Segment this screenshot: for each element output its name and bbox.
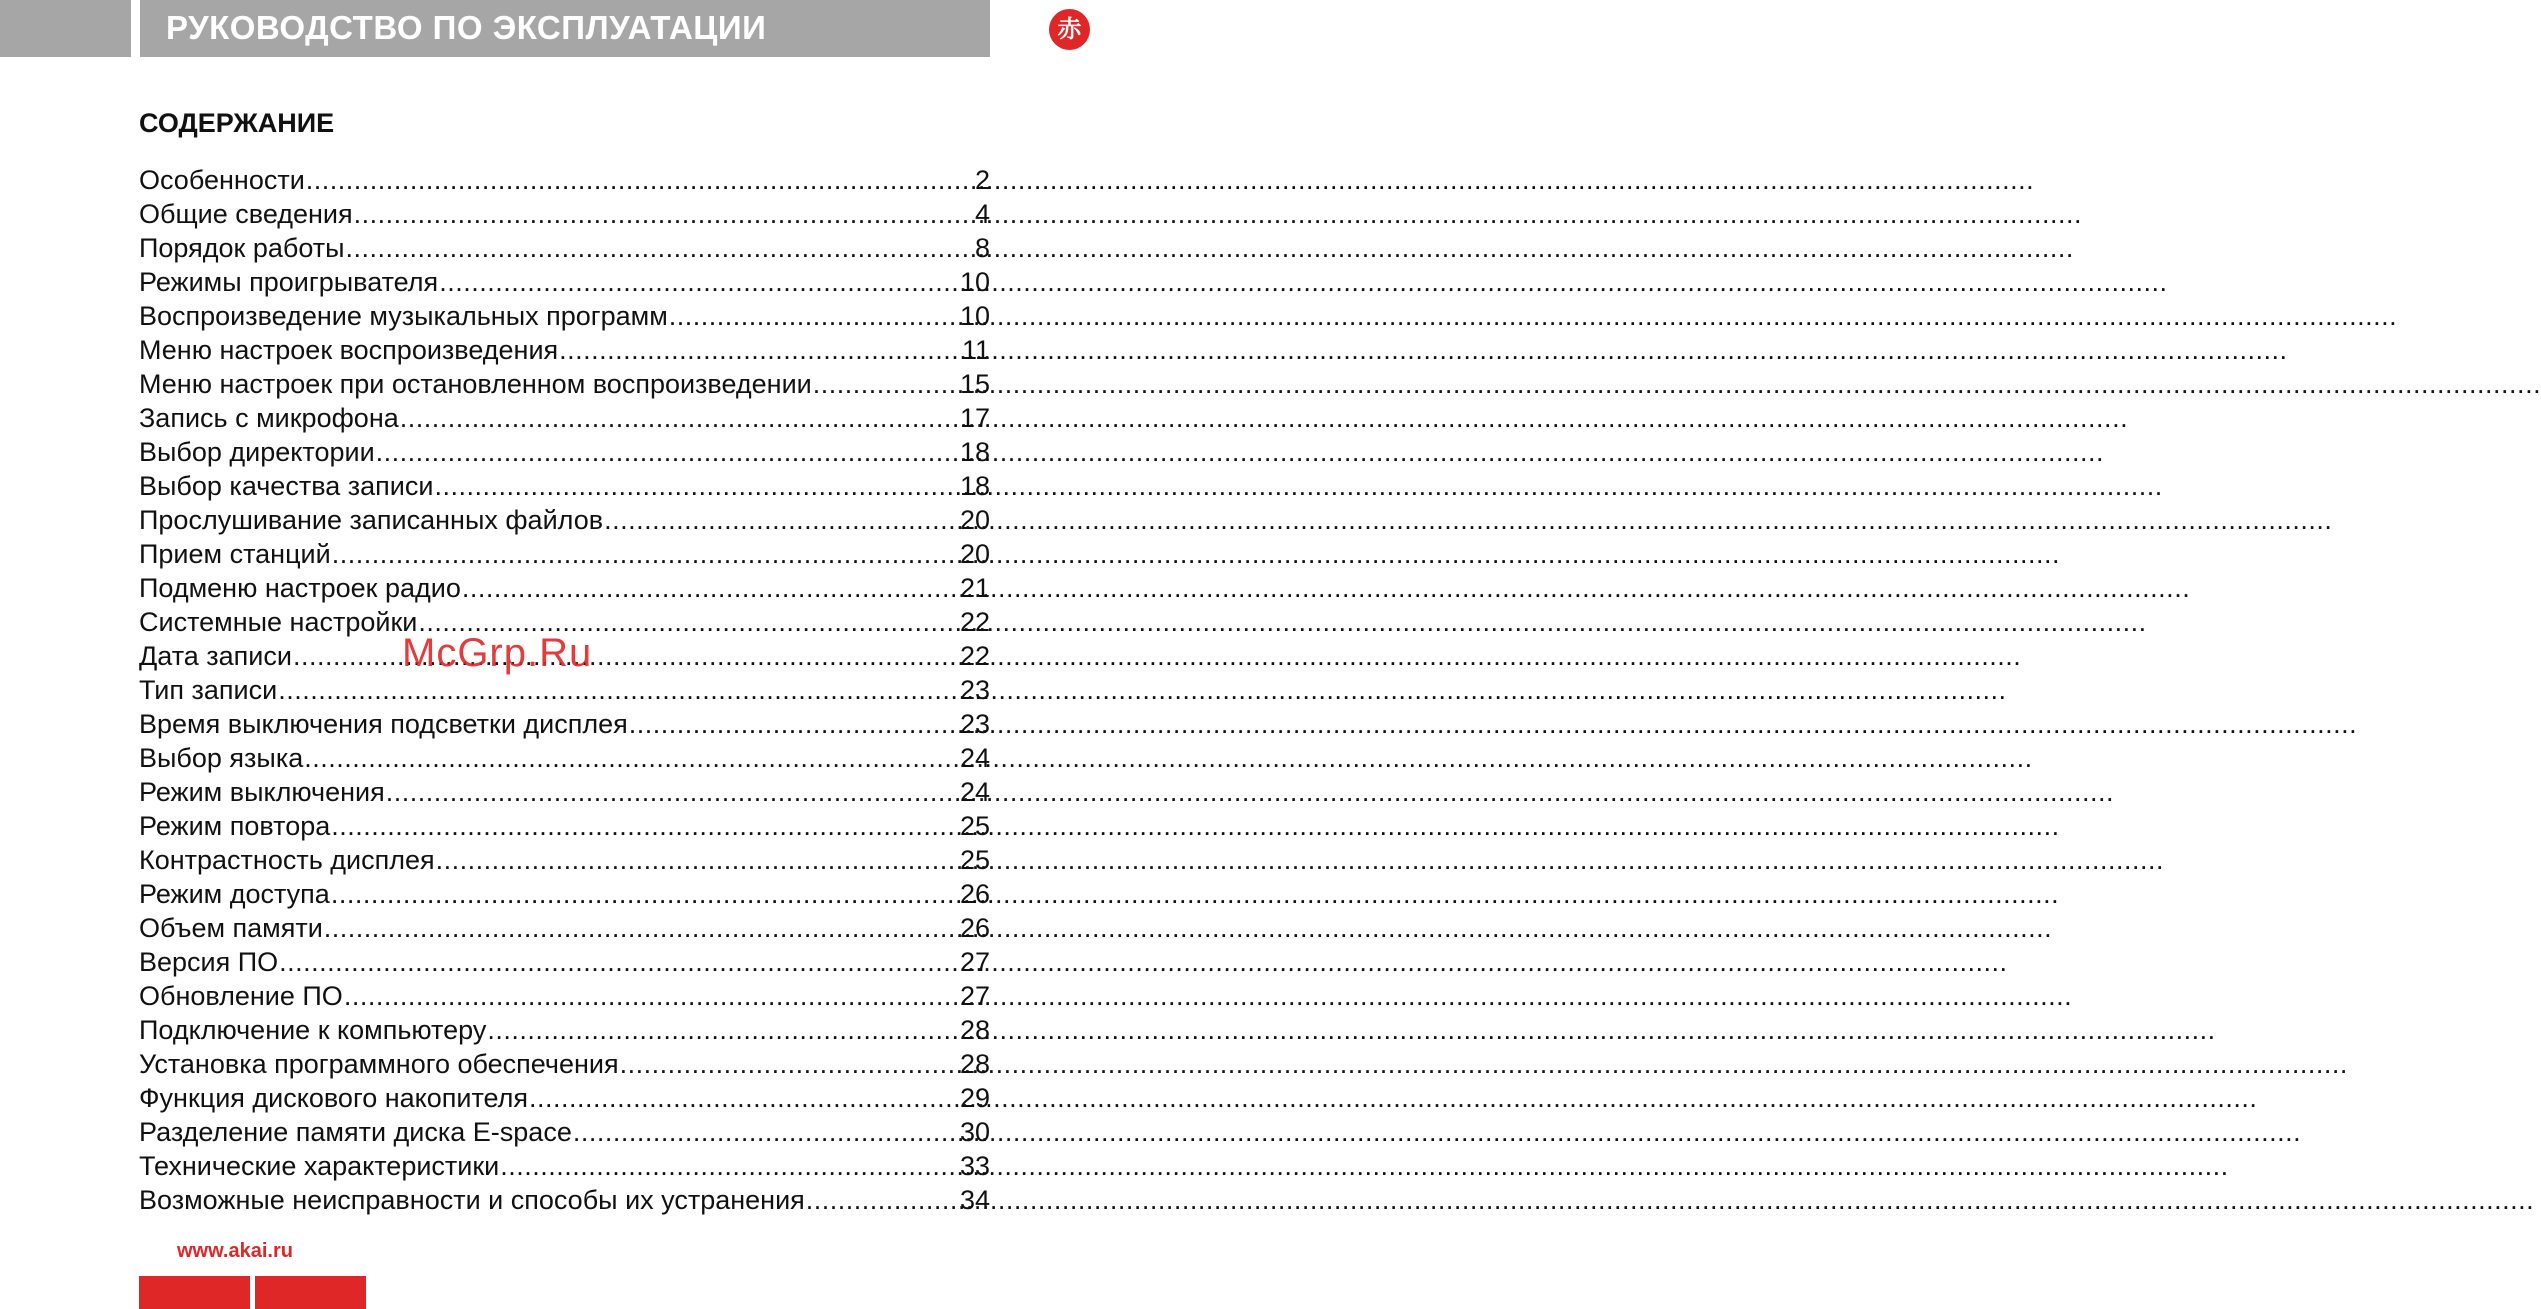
toc-dot-leader bbox=[344, 979, 959, 1013]
toc-dot-leader bbox=[400, 401, 959, 435]
toc-entry-page: 23 bbox=[959, 709, 990, 739]
toc-entry-page: 23 bbox=[959, 675, 990, 705]
toc-entry[interactable] bbox=[139, 163, 990, 197]
toc-dot-leader bbox=[331, 809, 959, 843]
toc-entry-page: 24 bbox=[959, 777, 990, 807]
toc-entry-title: Меню настроек при остановленном воспроизведении bbox=[139, 369, 812, 399]
toc-entry[interactable] bbox=[139, 265, 990, 299]
toc-entry-page: 18 bbox=[959, 437, 990, 467]
toc-entry-page: 10 bbox=[959, 267, 990, 297]
toc-entry-title: Время выключения подсветки дисплея bbox=[139, 709, 628, 739]
toc-dot-leader bbox=[629, 707, 959, 741]
toc-entry-page: 34 bbox=[959, 1185, 990, 1215]
toc-entry-title: Режим повтора bbox=[139, 811, 331, 841]
toc-entry[interactable] bbox=[139, 979, 990, 1013]
toc-entry[interactable] bbox=[139, 1183, 990, 1217]
toc-dot-leader bbox=[293, 639, 959, 673]
toc-entry-page: 27 bbox=[959, 947, 990, 977]
toc-dot-leader bbox=[669, 299, 959, 333]
toc-entry-title: Установка программного обеспечения bbox=[139, 1049, 619, 1079]
toc-entry-page: 25 bbox=[959, 811, 990, 841]
brand-logo-icon: 赤 bbox=[1049, 9, 1090, 50]
toc-entry[interactable] bbox=[139, 197, 990, 231]
toc-entry[interactable] bbox=[139, 809, 990, 843]
toc-entry-page: 25 bbox=[959, 845, 990, 875]
toc-entry[interactable] bbox=[139, 503, 990, 537]
toc-entry-title: Порядок работы bbox=[139, 233, 345, 263]
toc-entry-title: Запись с микрофона bbox=[139, 403, 399, 433]
toc-entry-page: 17 bbox=[959, 403, 990, 433]
toc-entry-title: Тип записи bbox=[139, 675, 278, 705]
toc-dot-leader bbox=[604, 503, 959, 537]
toc-entry-title: Дата записи bbox=[139, 641, 292, 671]
toc-entry-page: 26 bbox=[959, 913, 990, 943]
toc-entry[interactable] bbox=[139, 877, 990, 911]
toc-entry[interactable] bbox=[139, 1013, 990, 1047]
header-left-bar bbox=[0, 0, 131, 57]
toc-dot-leader bbox=[304, 741, 959, 775]
toc-dot-leader bbox=[487, 1013, 959, 1047]
toc-entry[interactable] bbox=[139, 299, 990, 333]
toc-entry-page: 27 bbox=[959, 981, 990, 1011]
toc-entry[interactable] bbox=[139, 1149, 990, 1183]
toc-dot-leader bbox=[559, 333, 961, 367]
toc-entry[interactable] bbox=[139, 231, 990, 265]
toc-entry-page: 24 bbox=[959, 743, 990, 773]
toc-entry-title: Обновление ПО bbox=[139, 981, 343, 1011]
toc-entry-title: Выбор качества записи bbox=[139, 471, 434, 501]
toc-entry-page: 8 bbox=[974, 233, 990, 263]
toc-entry[interactable] bbox=[139, 1115, 990, 1149]
toc-entry-title: Воспроизведение музыкальных программ bbox=[139, 301, 668, 331]
toc-entry[interactable] bbox=[139, 333, 990, 367]
toc-entry-title: Объем памяти bbox=[139, 913, 323, 943]
toc-dot-leader bbox=[500, 1149, 959, 1183]
toc-dot-leader bbox=[331, 877, 959, 911]
toc-entry[interactable] bbox=[139, 1047, 990, 1081]
toc-entry-title: Версия ПО bbox=[139, 947, 279, 977]
toc-entry[interactable] bbox=[139, 707, 990, 741]
toc-entry-title: Меню настроек воспроизведения bbox=[139, 335, 559, 365]
toc-dot-leader bbox=[806, 1183, 959, 1217]
toc-entry[interactable] bbox=[139, 911, 990, 945]
toc-entry-title: Режим доступа bbox=[139, 879, 330, 909]
toc-entry-title: Выбор языка bbox=[139, 743, 304, 773]
toc-entry-title: Режимы проигрывателя bbox=[139, 267, 439, 297]
toc-entry-title: Системные настройки bbox=[139, 607, 418, 637]
toc-entry[interactable] bbox=[139, 537, 990, 571]
toc-entry[interactable] bbox=[139, 367, 990, 401]
toc-entry-page: 30 bbox=[959, 1117, 990, 1147]
toc-entry-page: 2 bbox=[974, 165, 990, 195]
toc-entry-page: 18 bbox=[959, 471, 990, 501]
footer-url[interactable]: www.akai.ru bbox=[177, 1240, 293, 1262]
toc-dot-leader bbox=[813, 367, 959, 401]
toc-entry[interactable] bbox=[139, 435, 990, 469]
toc-dot-leader bbox=[462, 571, 959, 605]
toc-entry-title: Разделение памяти диска E-space bbox=[139, 1117, 572, 1147]
toc-dot-leader bbox=[278, 673, 959, 707]
toc-dot-leader bbox=[573, 1115, 959, 1149]
toc-entry-page: 33 bbox=[959, 1151, 990, 1181]
toc-entry-title: Подменю настроек радио bbox=[139, 573, 461, 603]
toc-entry-page: 20 bbox=[959, 539, 990, 569]
toc-entry-page: 22 bbox=[959, 607, 990, 637]
toc-dot-leader bbox=[354, 197, 974, 231]
toc-dot-leader bbox=[434, 469, 959, 503]
toc-entry-title: Прослушивание записанных файлов bbox=[139, 505, 604, 535]
toc-entry-page: 29 bbox=[959, 1083, 990, 1113]
toc-entry-title: Подключение к компьютеру bbox=[139, 1015, 487, 1045]
toc-entry[interactable] bbox=[139, 571, 990, 605]
toc-dot-leader bbox=[376, 435, 959, 469]
toc-entry-title: Контрастность дисплея bbox=[139, 845, 435, 875]
toc-entry-page: 20 bbox=[959, 505, 990, 535]
document-title: РУКОВОДСТВО ПО ЭКСПЛУАТАЦИИ bbox=[166, 9, 767, 46]
toc-entry-title: Выбор директории bbox=[139, 437, 375, 467]
toc-dot-leader bbox=[346, 231, 974, 265]
toc-entry[interactable] bbox=[139, 741, 990, 775]
toc-dot-leader bbox=[279, 945, 959, 979]
toc-dot-leader bbox=[306, 163, 974, 197]
toc-entry[interactable] bbox=[139, 673, 990, 707]
toc-entry[interactable] bbox=[139, 945, 990, 979]
toc-entry-page: 28 bbox=[959, 1015, 990, 1045]
toc-dot-leader bbox=[436, 843, 959, 877]
toc-entry-page: 26 bbox=[959, 879, 990, 909]
footer-accent-block-left bbox=[139, 1276, 250, 1309]
toc-entry-page: 22 bbox=[959, 641, 990, 671]
toc-entry-title: Особенности bbox=[139, 165, 305, 195]
toc-entry[interactable] bbox=[139, 1081, 990, 1115]
toc-entry-page: 10 bbox=[959, 301, 990, 331]
toc-dot-leader bbox=[332, 537, 959, 571]
toc-dot-leader bbox=[620, 1047, 959, 1081]
toc-entry-page: 21 bbox=[959, 573, 990, 603]
toc-entry-title: Возможные неисправности и способы их устранения bbox=[139, 1185, 805, 1215]
toc-entry[interactable] bbox=[139, 775, 990, 809]
toc-entry-page: 4 bbox=[974, 199, 990, 229]
toc-entry-title: Общие сведения bbox=[139, 199, 353, 229]
toc-entry-page: 15 bbox=[959, 369, 990, 399]
toc-list bbox=[139, 163, 990, 1217]
toc-entry[interactable] bbox=[139, 843, 990, 877]
watermark: McGrp.Ru bbox=[402, 631, 593, 675]
toc-entry-page: 11 bbox=[961, 335, 990, 365]
toc-entry-title: Технические характеристики bbox=[139, 1151, 500, 1181]
header-bar bbox=[140, 0, 1082, 57]
toc-entry[interactable] bbox=[139, 469, 990, 503]
toc-dot-leader bbox=[439, 265, 959, 299]
toc-entry[interactable] bbox=[139, 401, 990, 435]
footer-accent-block-right bbox=[255, 1276, 366, 1309]
toc-dot-leader bbox=[386, 775, 959, 809]
toc-entry-title: Прием станций bbox=[139, 539, 331, 569]
toc-heading: СОДЕРЖАНИЕ bbox=[139, 108, 335, 138]
toc-dot-leader bbox=[529, 1081, 959, 1115]
toc-entry-title: Режим выключения bbox=[139, 777, 385, 807]
toc-dot-leader bbox=[324, 911, 959, 945]
toc-entry-title: Функция дискового накопителя bbox=[139, 1083, 529, 1113]
toc-entry-page: 28 bbox=[959, 1049, 990, 1079]
